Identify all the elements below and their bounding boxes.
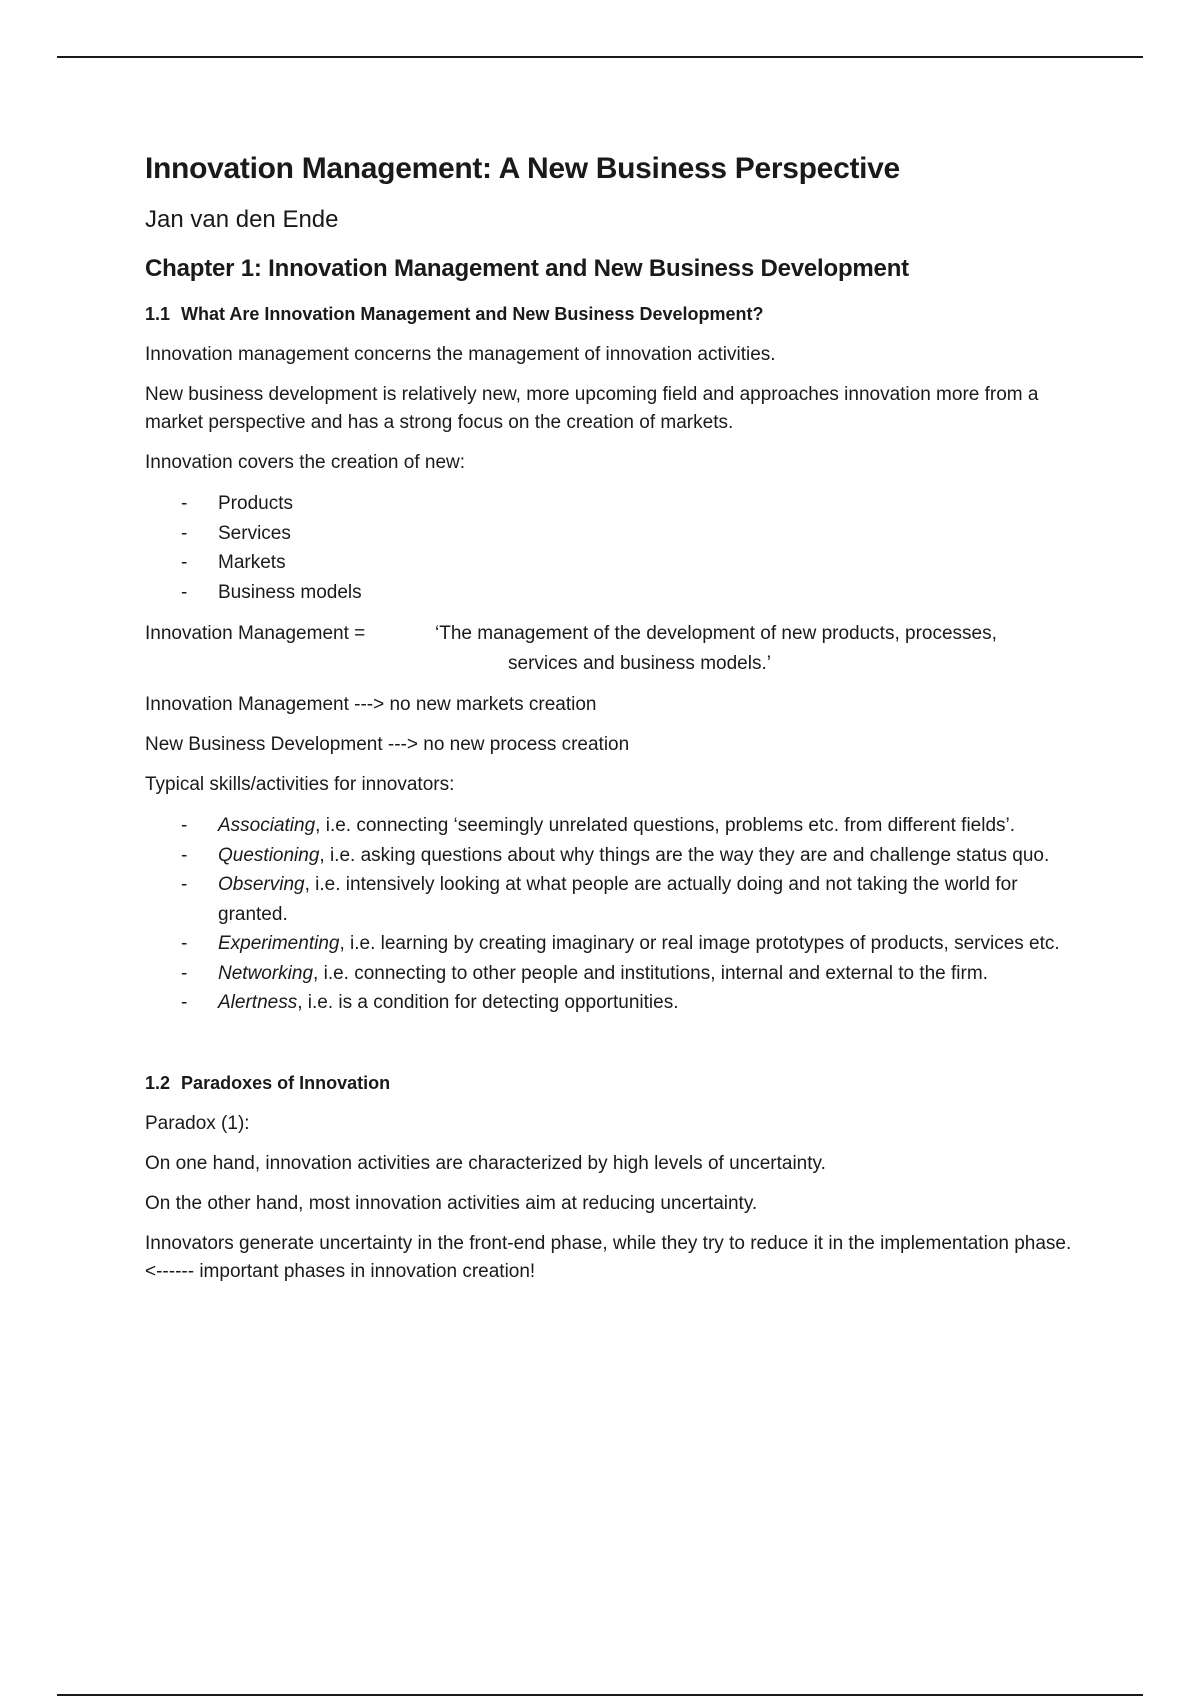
definition-block <box>145 619 1090 679</box>
skill-term: Alertness <box>218 992 298 1013</box>
definition-term: Innovation Management = <box>145 623 366 644</box>
skill-term: Questioning <box>218 844 320 866</box>
section-title: What Are Innovation Management and New Business Development? <box>181 304 764 324</box>
paragraph: New Business Development ---> no new process creation <box>145 734 630 755</box>
section-heading-1-1 <box>145 299 1090 329</box>
chapter-heading: Chapter 1: Innovation Management and New Business Development <box>145 255 909 282</box>
skill-term: Associating <box>218 815 316 836</box>
footer-rule <box>57 1694 1143 1696</box>
skill-term: Experimenting <box>218 933 340 954</box>
paragraph: Innovation Management ---> no new markets creation <box>145 694 597 715</box>
bullet-dash: - <box>181 874 188 895</box>
bullet-dash: - <box>181 552 188 573</box>
section-title: Paradoxes of Innovation <box>181 1072 391 1093</box>
paragraph: Innovation covers the creation of new: <box>145 452 466 473</box>
skill-description: , i.e. intensively looking at what people are actually doing and not taking the world for granted. <box>218 874 1018 925</box>
list-item <box>145 929 1090 959</box>
bullet-dash: - <box>181 493 188 514</box>
list-item-text: Services <box>218 522 291 544</box>
list-item-text: Products <box>218 493 293 514</box>
header-rule <box>57 56 1143 58</box>
list-item <box>145 578 1090 608</box>
definition-text-line-1: ‘The management of the development of new products, processes, <box>435 623 997 644</box>
section-number: 1.1 <box>145 304 171 324</box>
skill-term: Networking <box>218 962 314 984</box>
skill-term: Observing <box>218 874 305 895</box>
paragraph: On one hand, innovation activities are characterized by high levels of uncertainty. <box>145 1152 826 1174</box>
paragraph: Innovators generate uncertainty in the front-end phase, while they try to reduce it in the implementation phase. <------ important phases in innovation creation! <box>145 1232 1072 1282</box>
list-item <box>145 811 1090 841</box>
section-heading-1-2 <box>145 1068 1090 1098</box>
paragraph: On the other hand, most innovation activities aim at reducing uncertainty. <box>145 1192 758 1214</box>
bullet-dash: - <box>181 844 188 866</box>
definition-text-line-2: services and business models.’ <box>508 653 771 674</box>
skill-description: , i.e. asking questions about why things are the way they are and challenge status quo. <box>319 844 1050 866</box>
list-item-text: Markets <box>218 552 286 573</box>
paragraph: Typical skills/activities for innovators: <box>145 774 455 795</box>
bullet-dash: - <box>181 992 188 1013</box>
section-number: 1.2 <box>145 1072 171 1093</box>
list-item-text: Business models <box>218 581 362 603</box>
list-item <box>145 870 1090 929</box>
document-title: Innovation Management: A New Business Perspective <box>145 152 900 185</box>
skill-description: , i.e. connecting to other people and institutions, internal and external to the firm. <box>313 962 988 984</box>
list-item <box>145 841 1090 871</box>
bullet-dash: - <box>181 522 188 544</box>
list-item <box>145 988 1090 1018</box>
skill-description: , i.e. is a condition for detecting opportunities. <box>297 992 679 1013</box>
document-author: Jan van den Ende <box>145 206 339 233</box>
skill-description: , i.e. learning by creating imaginary or real image prototypes of products, services etc. <box>339 933 1060 954</box>
bullet-dash: - <box>181 815 188 836</box>
paragraph: New business development is relatively new, more upcoming field and approaches innovation more from a market perspective and has a strong focus on the creation of markets. <box>145 384 1039 433</box>
skill-description: , i.e. connecting ‘seemingly unrelated questions, problems etc. from different fields’. <box>315 815 1016 836</box>
bullet-dash: - <box>181 962 188 984</box>
list-item <box>145 548 1090 578</box>
list-item <box>145 959 1090 989</box>
document-page <box>145 145 1090 1286</box>
paragraph: Innovation management concerns the management of innovation activities. <box>145 344 776 365</box>
list-item <box>145 519 1090 549</box>
skills-list <box>145 811 1090 1018</box>
bullet-dash: - <box>181 933 188 954</box>
paragraph: Paradox (1): <box>145 1112 250 1134</box>
creation-list <box>145 489 1090 607</box>
list-item <box>145 489 1090 519</box>
bullet-dash: - <box>181 581 188 603</box>
